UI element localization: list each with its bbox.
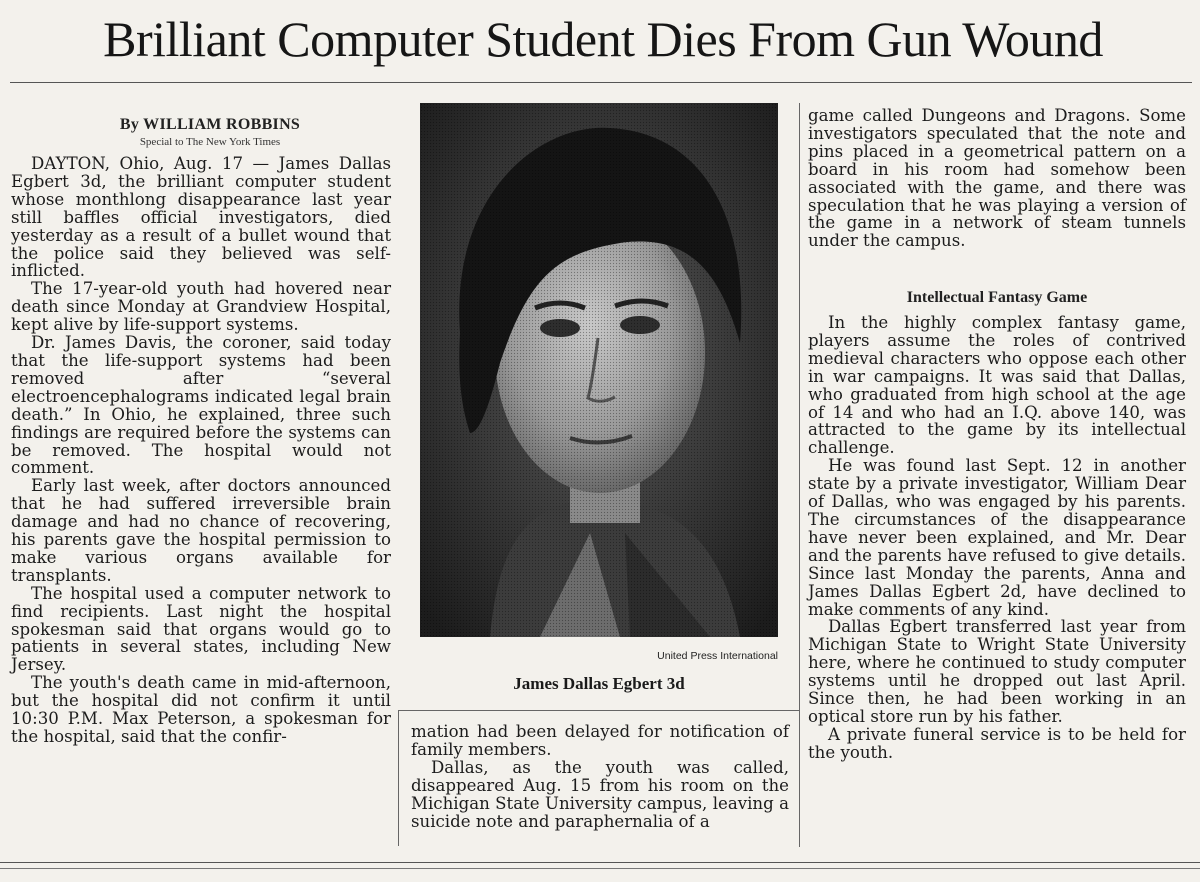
- section-subhead: Intellectual Fantasy Game: [906, 289, 1088, 306]
- headline: Brilliant Computer Student Dies From Gun Wound: [103, 11, 1103, 67]
- photo-bottom-rule: [398, 710, 799, 711]
- bottom-rule: [0, 862, 1200, 863]
- article-paragraph: The youth's death came in mid-afternoon, but the hospital did not confirm it until 10:30 P.M. Max Peterson, a spokesman for the hospital, said that the confir-: [11, 673, 391, 746]
- article-paragraph: The hospital used a computer network to find recipients. Last night the hospital spokesman said that organs would go to patients in several states, including New Jersey.: [11, 583, 391, 675]
- headline-rule: [10, 82, 1192, 83]
- byline: By WILLIAM ROBBINS: [119, 116, 301, 133]
- article-paragraph: game called Dungeons and Dragons. Some investigators speculated that the note and pins placed in a geometrical pattern on a board in his room had somehow been associated with the game, and there was speculation that he was playing a version of the game in a network of steam tunnels under the campus.: [808, 106, 1186, 251]
- article-paragraph: He was found last Sept. 12 in another state by a private investigator, William Dear of Dallas, who was engaged by his parents. The circumstances of the disappearance have never been explained, and Mr. Dear and the parents have refused to give details. Since last Monday the parents, Anna and James Dallas Egbert 2d, have declined to make comments of any kind.: [808, 456, 1186, 619]
- article-column-3-bottom: [808, 314, 1186, 762]
- article-paragraph: The 17-year-old youth had hovered near death since Monday at Grandview Hospital, kept alive by life-support systems.: [11, 279, 391, 335]
- article-column-3-top: [808, 107, 1186, 250]
- article-paragraph: A private funeral service is to be held for the youth.: [808, 724, 1186, 762]
- bottom-rule: [0, 868, 1200, 869]
- column-divider: [398, 710, 399, 846]
- article-paragraph: Dallas, as the youth was called, disappeared Aug. 15 from his room on the Michigan State University campus, leaving a suicide note and paraphernalia of a: [411, 757, 789, 831]
- article-paragraph: mation had been delayed for notification of family members.: [411, 722, 789, 759]
- portrait-photo: [420, 103, 778, 637]
- photo-credit: United Press International: [657, 650, 778, 662]
- article-paragraph: DAYTON, Ohio, Aug. 17 — James Dallas Egbert 3d, the brilliant computer student whose monthlong disappearance last year still baffles official investigators, died yesterday as a result of a bullet wound that the police said they believed was self-inflicted.: [11, 154, 391, 281]
- article-paragraph: Early last week, after doctors announced that he had suffered irreversible brain damage and had no chance of recovering, his parents gave the hospital permission to make various organs available for transplants.: [11, 476, 391, 585]
- column-divider: [799, 103, 800, 847]
- article-paragraph: Dr. James Davis, the coroner, said today that the life-support systems had been removed after “several electroencephalograms indicated legal brain death.” In Ohio, he explained, three such findings are required before the systems can be removed. The hospital would not comment.: [11, 333, 391, 478]
- article-column-2: [411, 723, 789, 830]
- article-column-1: [11, 155, 391, 746]
- photo-caption: James Dallas Egbert 3d: [513, 674, 685, 693]
- article-paragraph: Dallas Egbert transferred last year from Michigan State to Wright State University here, where he continued to study computer systems until he dropped out last April. Since then, he had been working in an optical store run by his father.: [808, 617, 1186, 726]
- wire-service-line: Special to The New York Times: [139, 136, 281, 148]
- article-paragraph: In the highly complex fantasy game, players assume the roles of contrived medieval characters who oppose each other in war campaigns. It was said that Dallas, who graduated from high school at the age of 14 and who had an I.Q. above 140, was attracted to the game by its intellectual challenge.: [808, 313, 1186, 458]
